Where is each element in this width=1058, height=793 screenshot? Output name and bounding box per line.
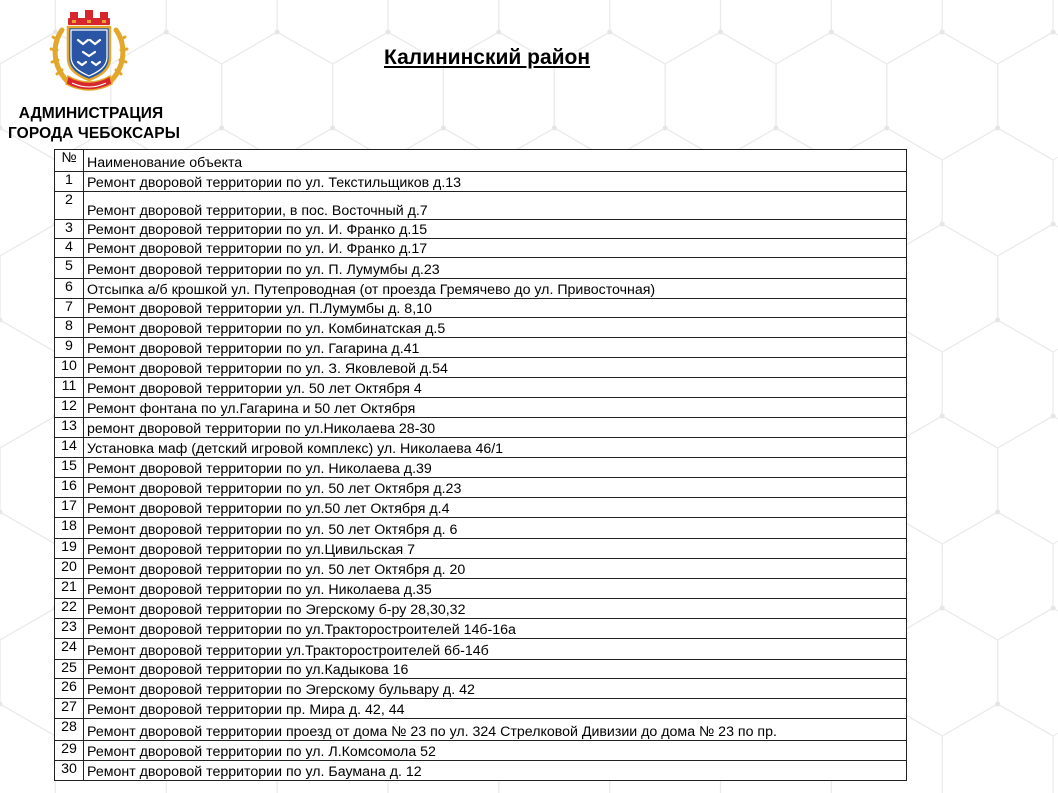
table-row [55,192,907,220]
row-object-name: Ремонт дворовой территории по ул. Текстильщиков д.13 [84,172,907,192]
row-object-name: Ремонт дворовой территории по ул. П. Лумумбы д.23 [84,258,907,279]
row-number: 11 [55,378,84,398]
row-object-name: Ремонт дворовой территории пр. Мира д. 42, 44 [84,699,907,719]
table-row [55,318,907,338]
row-number: 29 [55,741,84,761]
row-number: 28 [55,719,84,741]
table-row [55,498,907,518]
row-object-name: Ремонт дворовой территории по ул.Цивильская 7 [84,539,907,559]
row-number: 12 [55,398,84,418]
table-row [55,418,907,438]
row-object-name: Ремонт дворовой территории ул. П.Лумумбы д. 8,10 [84,299,907,318]
row-object-name: Ремонт дворовой территории по ул. З. Яковлевой д.54 [84,358,907,378]
row-number: 1 [55,172,84,192]
table-row [55,699,907,719]
objects-table [54,149,907,781]
row-number: 5 [55,258,84,279]
organization-name-line1: АДМИНИСТРАЦИЯ [18,105,164,122]
table-row [55,458,907,478]
page-title: Калининский район [384,46,591,69]
table-row [55,338,907,358]
row-number: 30 [55,761,84,781]
table-row [55,398,907,418]
row-object-name: Ремонт дворовой территории ул.Тракторостроителей 6б-14б [84,639,907,660]
table-row [55,660,907,679]
row-number: 13 [55,418,84,438]
row-number: 19 [55,539,84,559]
row-object-name: ремонт дворовой территории по ул.Николаева 28-30 [84,418,907,438]
row-number: 9 [55,338,84,358]
table-row [55,438,907,458]
row-object-name: Установка маф (детский игровой комплекс) ул. Николаева 46/1 [84,438,907,458]
row-number: 16 [55,478,84,498]
row-object-name: Ремонт дворовой территории по ул. Николаева д.35 [84,579,907,599]
row-object-name: Ремонт дворовой территории по ул.Кадыкова 16 [84,660,907,679]
row-object-name: Ремонт фонтана по ул.Гагарина и 50 лет Октября [84,398,907,418]
row-object-name: Ремонт дворовой территории по Эгерскому бульвару д. 42 [84,679,907,699]
organization-name [8,104,180,144]
table-row [55,258,907,279]
row-object-name: Ремонт дворовой территории по ул. Гагарина д.41 [84,338,907,358]
row-number: 10 [55,358,84,378]
table-row [55,619,907,639]
row-number: 7 [55,299,84,318]
table-row [55,299,907,318]
row-object-name: Ремонт дворовой территории по ул. Л.Комсомола 52 [84,741,907,761]
table-row [55,599,907,619]
table-row [55,761,907,781]
table-row [55,358,907,378]
row-number: 26 [55,679,84,699]
row-number: 15 [55,458,84,478]
row-number: 18 [55,518,84,539]
column-header-number: № [55,150,84,172]
row-number: 8 [55,318,84,338]
coat-of-arms-logo [48,10,130,94]
table-row [55,719,907,741]
row-object-name: Ремонт дворовой территории по ул. Николаева д.39 [84,458,907,478]
row-number: 6 [55,279,84,299]
row-number: 25 [55,660,84,679]
row-number: 2 [55,192,84,220]
row-object-name: Ремонт дворовой территории по ул. И. Франко д.17 [84,239,907,258]
table-row [55,220,907,239]
row-number: 23 [55,619,84,639]
column-header-name: Наименование объекта [84,150,907,172]
row-object-name: Ремонт дворовой территории по ул. И. Франко д.15 [84,220,907,239]
table-row [55,279,907,299]
table-row [55,378,907,398]
row-object-name: Ремонт дворовой территории ул. 50 лет Октября 4 [84,378,907,398]
table-row [55,172,907,192]
table-row [55,518,907,539]
table-row [55,679,907,699]
table-row [55,539,907,559]
row-object-name: Ремонт дворовой территории по ул. 50 лет Октября д.23 [84,478,907,498]
table-row [55,559,907,579]
row-number: 17 [55,498,84,518]
table-row [55,741,907,761]
row-object-name: Ремонт дворовой территории по ул. Баумана д. 12 [84,761,907,781]
table-row [55,639,907,660]
row-object-name: Ремонт дворовой территории по ул.Тракторостроителей 14б-16а [84,619,907,639]
row-object-name: Ремонт дворовой территории, в пос. Восточный д.7 [84,192,907,220]
row-object-name: Ремонт дворовой территории по Эгерскому б-ру 28,30,32 [84,599,907,619]
organization-name-line2: ГОРОДА ЧЕБОКСАРЫ [8,125,180,142]
table-row [55,478,907,498]
row-number: 4 [55,239,84,258]
row-number: 3 [55,220,84,239]
row-number: 20 [55,559,84,579]
row-object-name: Ремонт дворовой территории по ул. 50 лет Октября д. 6 [84,518,907,539]
row-object-name: Ремонт дворовой территории проезд от дома № 23 по ул. 324 Стрелковой Дивизии до дома № 23 по пр. [84,719,907,741]
row-number: 24 [55,639,84,660]
table-row [55,239,907,258]
row-object-name: Ремонт дворовой территории по ул. 50 лет Октября д. 20 [84,559,907,579]
row-object-name: Ремонт дворовой территории по ул.50 лет Октября д.4 [84,498,907,518]
row-number: 14 [55,438,84,458]
row-number: 21 [55,579,84,599]
row-number: 22 [55,599,84,619]
row-object-name: Отсыпка а/б крошкой ул. Путепроводная (от проезда Гремячево до ул. Привосточная) [84,279,907,299]
table-row [55,579,907,599]
row-object-name: Ремонт дворовой территории по ул. Комбинатская д.5 [84,318,907,338]
table-header-row [55,150,907,172]
row-number: 27 [55,699,84,719]
